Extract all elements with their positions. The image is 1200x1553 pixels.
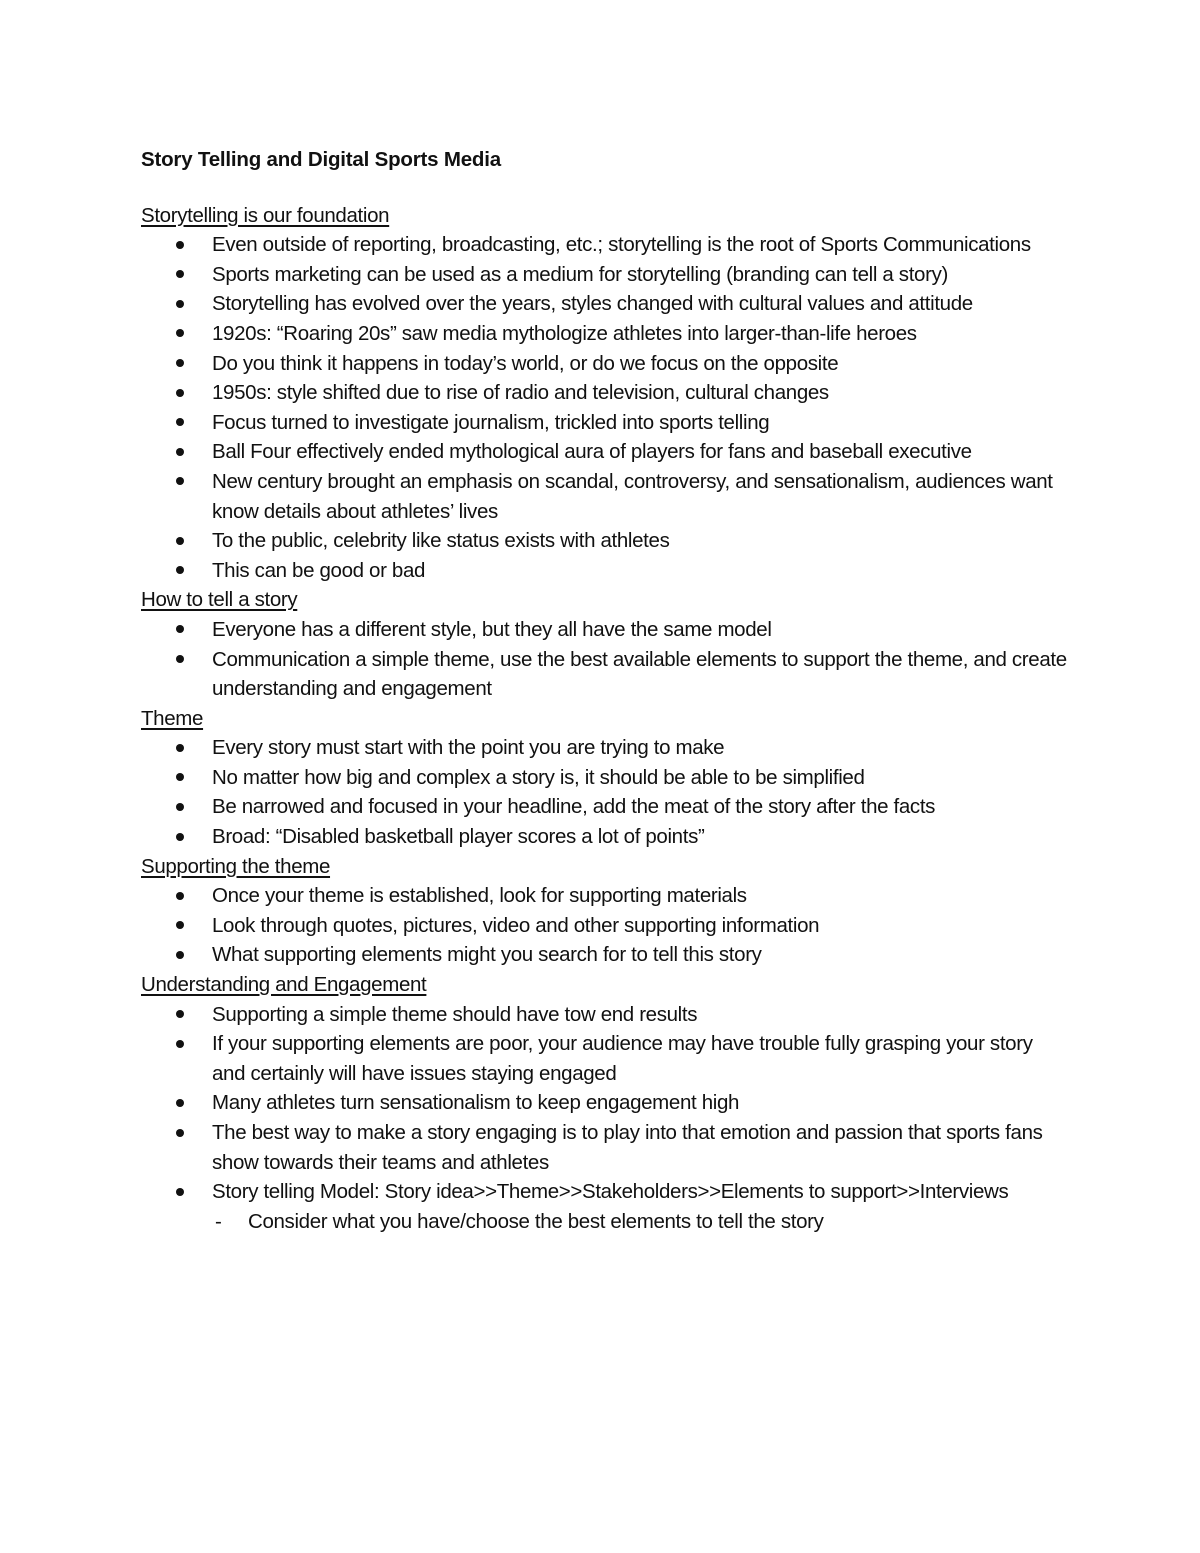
list-item [141,645,1071,704]
bullet-icon [176,270,184,278]
list-item-text: Many athletes turn sensationalism to keep engagement high [212,1091,740,1115]
sub-list-item-text: Consider what you have/choose the best elements to tell the story [248,1209,824,1233]
list-item-text: No matter how big and complex a story is, it should be able to be simplified [212,765,865,789]
section-heading: Theme [141,706,204,730]
bullet-icon [176,803,184,811]
bullet-icon [176,1010,184,1018]
list-item-text: Look through quotes, pictures, video and other supporting information [212,913,820,937]
sub-list-item [212,1207,1071,1237]
bullet-list [141,1000,1071,1237]
list-item-text: 1950s: style shifted due to rise of radio and television, cultural changes [212,381,829,405]
list-item [141,408,1071,438]
list-item-text: Every story must start with the point you are trying to make [212,736,725,760]
section-heading: Understanding and Engagement [141,973,427,997]
list-item-text: Ball Four effectively ended mythological aura of players for fans and baseball executive [212,440,972,464]
list-item-text: Everyone has a different style, but they all have the same model [212,617,772,641]
list-item-text: Story telling Model: Story idea>>Theme>>Stakeholders>>Elements to support>>Interviews [212,1180,1009,1204]
bullet-list [141,615,1071,704]
list-item [141,1000,1071,1030]
bullet-icon [176,655,184,663]
list-item [141,822,1071,852]
bullet-icon [176,951,184,959]
dash-icon: - [215,1209,222,1233]
section-heading: Storytelling is our foundation [141,203,390,227]
bullet-icon [176,418,184,426]
bullet-icon [176,389,184,397]
list-item [141,289,1071,319]
bullet-icon [176,744,184,752]
bullet-icon [176,1129,184,1137]
list-item [141,1118,1071,1177]
list-item [141,1029,1071,1088]
list-item-text: Supporting a simple theme should have tow end results [212,1002,698,1026]
list-item-text: 1920s: “Roaring 20s” saw media mythologize athletes into larger-than-life heroes [212,321,917,345]
list-item [141,349,1071,379]
list-item-text: If your supporting elements are poor, your audience may have trouble fully grasping your story and certainly will have issues staying engaged [212,1032,1033,1085]
list-item-text: Even outside of reporting, broadcasting, etc.; storytelling is the root of Sports Communications [212,233,1031,257]
bullet-icon [176,625,184,633]
bullet-icon [176,359,184,367]
list-item [141,230,1071,260]
list-item [141,526,1071,556]
list-item [141,319,1071,349]
list-item-text: This can be good or bad [212,558,426,582]
list-item [141,615,1071,645]
sub-bullet-list [212,1207,1071,1237]
list-item-text: Do you think it happens in today’s world, or do we focus on the opposite [212,351,839,375]
bullet-icon [176,241,184,249]
list-item [141,1088,1071,1118]
list-item-text: To the public, celebrity like status exists with athletes [212,529,670,553]
bullet-list [141,881,1071,970]
list-item-text: New century brought an emphasis on scandal, controversy, and sensationalism, audiences want know details about athletes’ lives [212,469,1053,523]
list-item [141,792,1071,822]
section-heading: How to tell a story [141,588,298,612]
list-item-text: Once your theme is established, look for supporting materials [212,884,747,908]
bullet-icon [176,1040,184,1048]
list-item-text: Broad: “Disabled basketball player scores a lot of points” [212,825,705,849]
list-item [141,940,1071,970]
bullet-icon [176,1099,184,1107]
section-heading: Supporting the theme [141,854,331,878]
list-item [141,378,1071,408]
list-item [141,1177,1071,1236]
list-item [141,763,1071,793]
bullet-icon [176,921,184,929]
bullet-icon [176,892,184,900]
list-item [141,260,1071,290]
list-item-text: Focus turned to investigate journalism, trickled into sports telling [212,410,770,434]
bullet-icon [176,566,184,574]
list-item [141,911,1071,941]
bullet-icon [176,537,184,545]
list-item-text: What supporting elements might you search for to tell this story [212,943,762,967]
list-item-text: Storytelling has evolved over the years, styles changed with cultural values and attitude [212,292,973,316]
list-item-text: The best way to make a story engaging is to play into that emotion and passion that sports fans show towards their teams and athletes [212,1121,1043,1174]
list-item [141,733,1071,763]
list-item-text: Communication a simple theme, use the best available elements to support the theme, and create understanding and engagement [212,647,1067,701]
bullet-icon [176,300,184,308]
bullet-icon [176,448,184,456]
list-item [141,467,1071,526]
bullet-icon [176,833,184,841]
bullet-icon [176,773,184,781]
document-page [141,145,1071,1236]
bullet-icon [176,329,184,337]
bullet-list [141,733,1071,851]
list-item-text: Be narrowed and focused in your headline, add the meat of the story after the facts [212,795,936,819]
document-title: Story Telling and Digital Sports Media [141,148,501,171]
bullet-list [141,230,1071,585]
list-item-text: Sports marketing can be used as a medium for storytelling (branding can tell a story) [212,262,948,286]
list-item [141,437,1071,467]
list-item [141,881,1071,911]
list-item [141,556,1071,586]
bullet-icon [176,477,184,485]
bullet-icon [176,1188,184,1196]
